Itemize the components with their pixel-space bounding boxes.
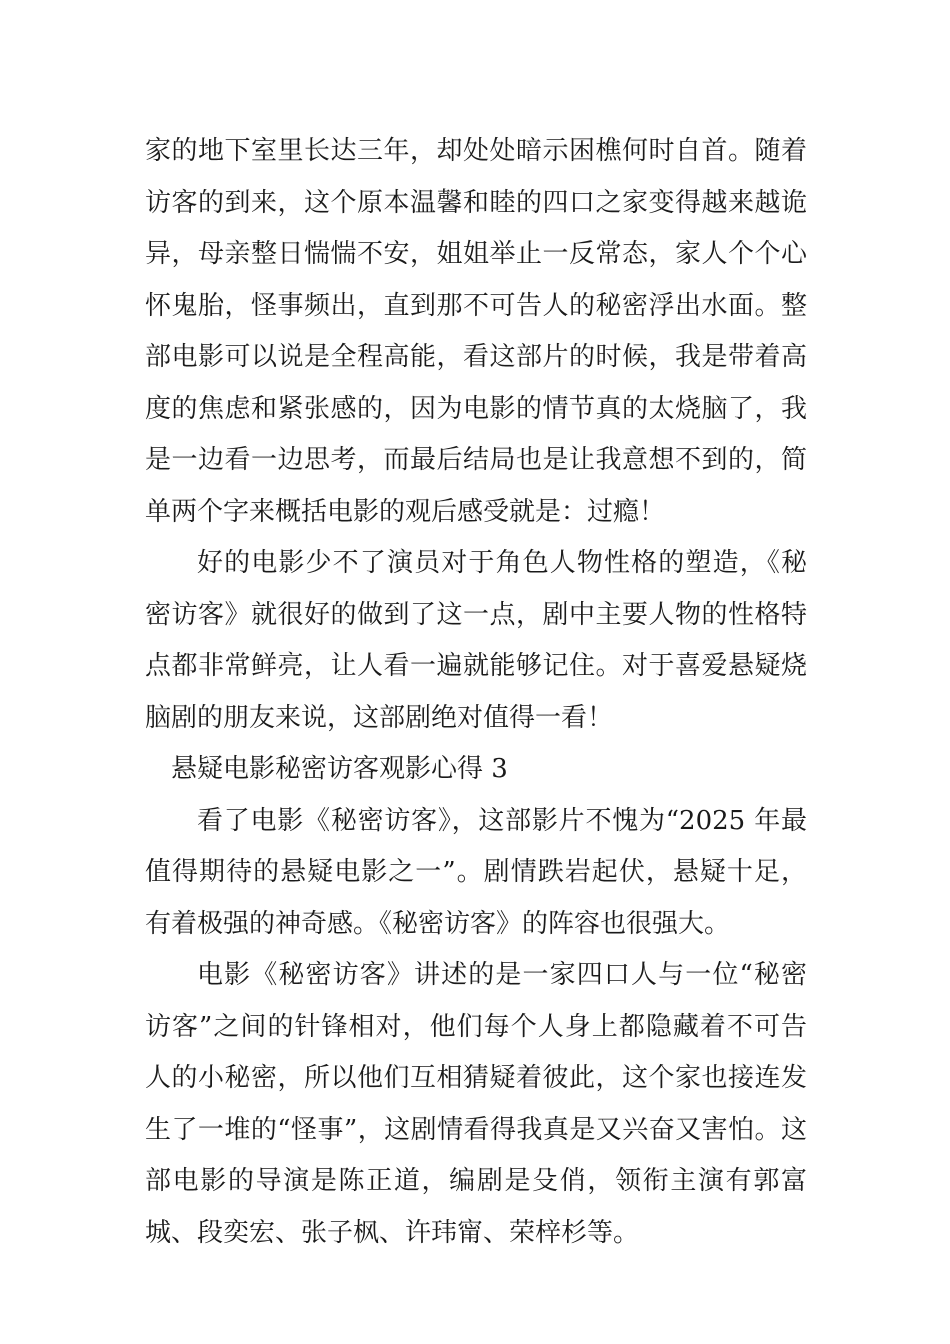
paragraph-review-intro: 看了电影《秘密访客》，这部影片不愧为“2025 年最值得期待的悬疑电影之一”。剧情跌岩起伏，悬疑十足，有着极强的神奇感。《秘密访客》的阵容也很强大。 (145, 805, 807, 939)
paragraph-plot-cast: 电影《秘密访客》讲述的是一家四口人与一位“秘密访客”之间的针锋相对，他们每个人身上都隐藏着不可告人的小秘密，所以他们互相猜疑着彼此，这个家也接连发生了一堆的“怪事”，这剧情看得我真是又兴奋又害怕。这部电影的导演是陈正道，编剧是殳俏，领衔主演有郭富城、段奕宏、张子枫、许玮甯、荣梓杉等。 (145, 960, 807, 1248)
paragraph-continued: 家的地下室里长达三年，却处处暗示困樵何时自首。随着访客的到来，这个原本温馨和睦的四口之家变得越来越诡异，母亲整日惴惴不安，姐姐举止一反常态，家人个个心怀鬼胎，怪事频出，直到那不可告人的秘密浮出水面。整部电影可以说是全程高能，看这部片的时候，我是带着高度的焦虑和紧张感的，因为电影的情节真的太烧脑了，我是一边看一边思考，而最后结局也是让我意想不到的，简单两个字来概括电影的观后感受就是：过瘾！ (145, 136, 807, 527)
document-body (145, 126, 807, 1259)
paragraph-character-portrayal: 好的电影少不了演员对于角色人物性格的塑造，《秘密访客》就很好的做到了这一点，剧中主要人物的性格特点都非常鲜亮，让人看一遍就能够记住。对于喜爱悬疑烧脑剧的朋友来说，这部剧绝对值得一看！ (145, 548, 807, 733)
section-heading: 悬疑电影秘密访客观影心得 3 (171, 754, 508, 784)
